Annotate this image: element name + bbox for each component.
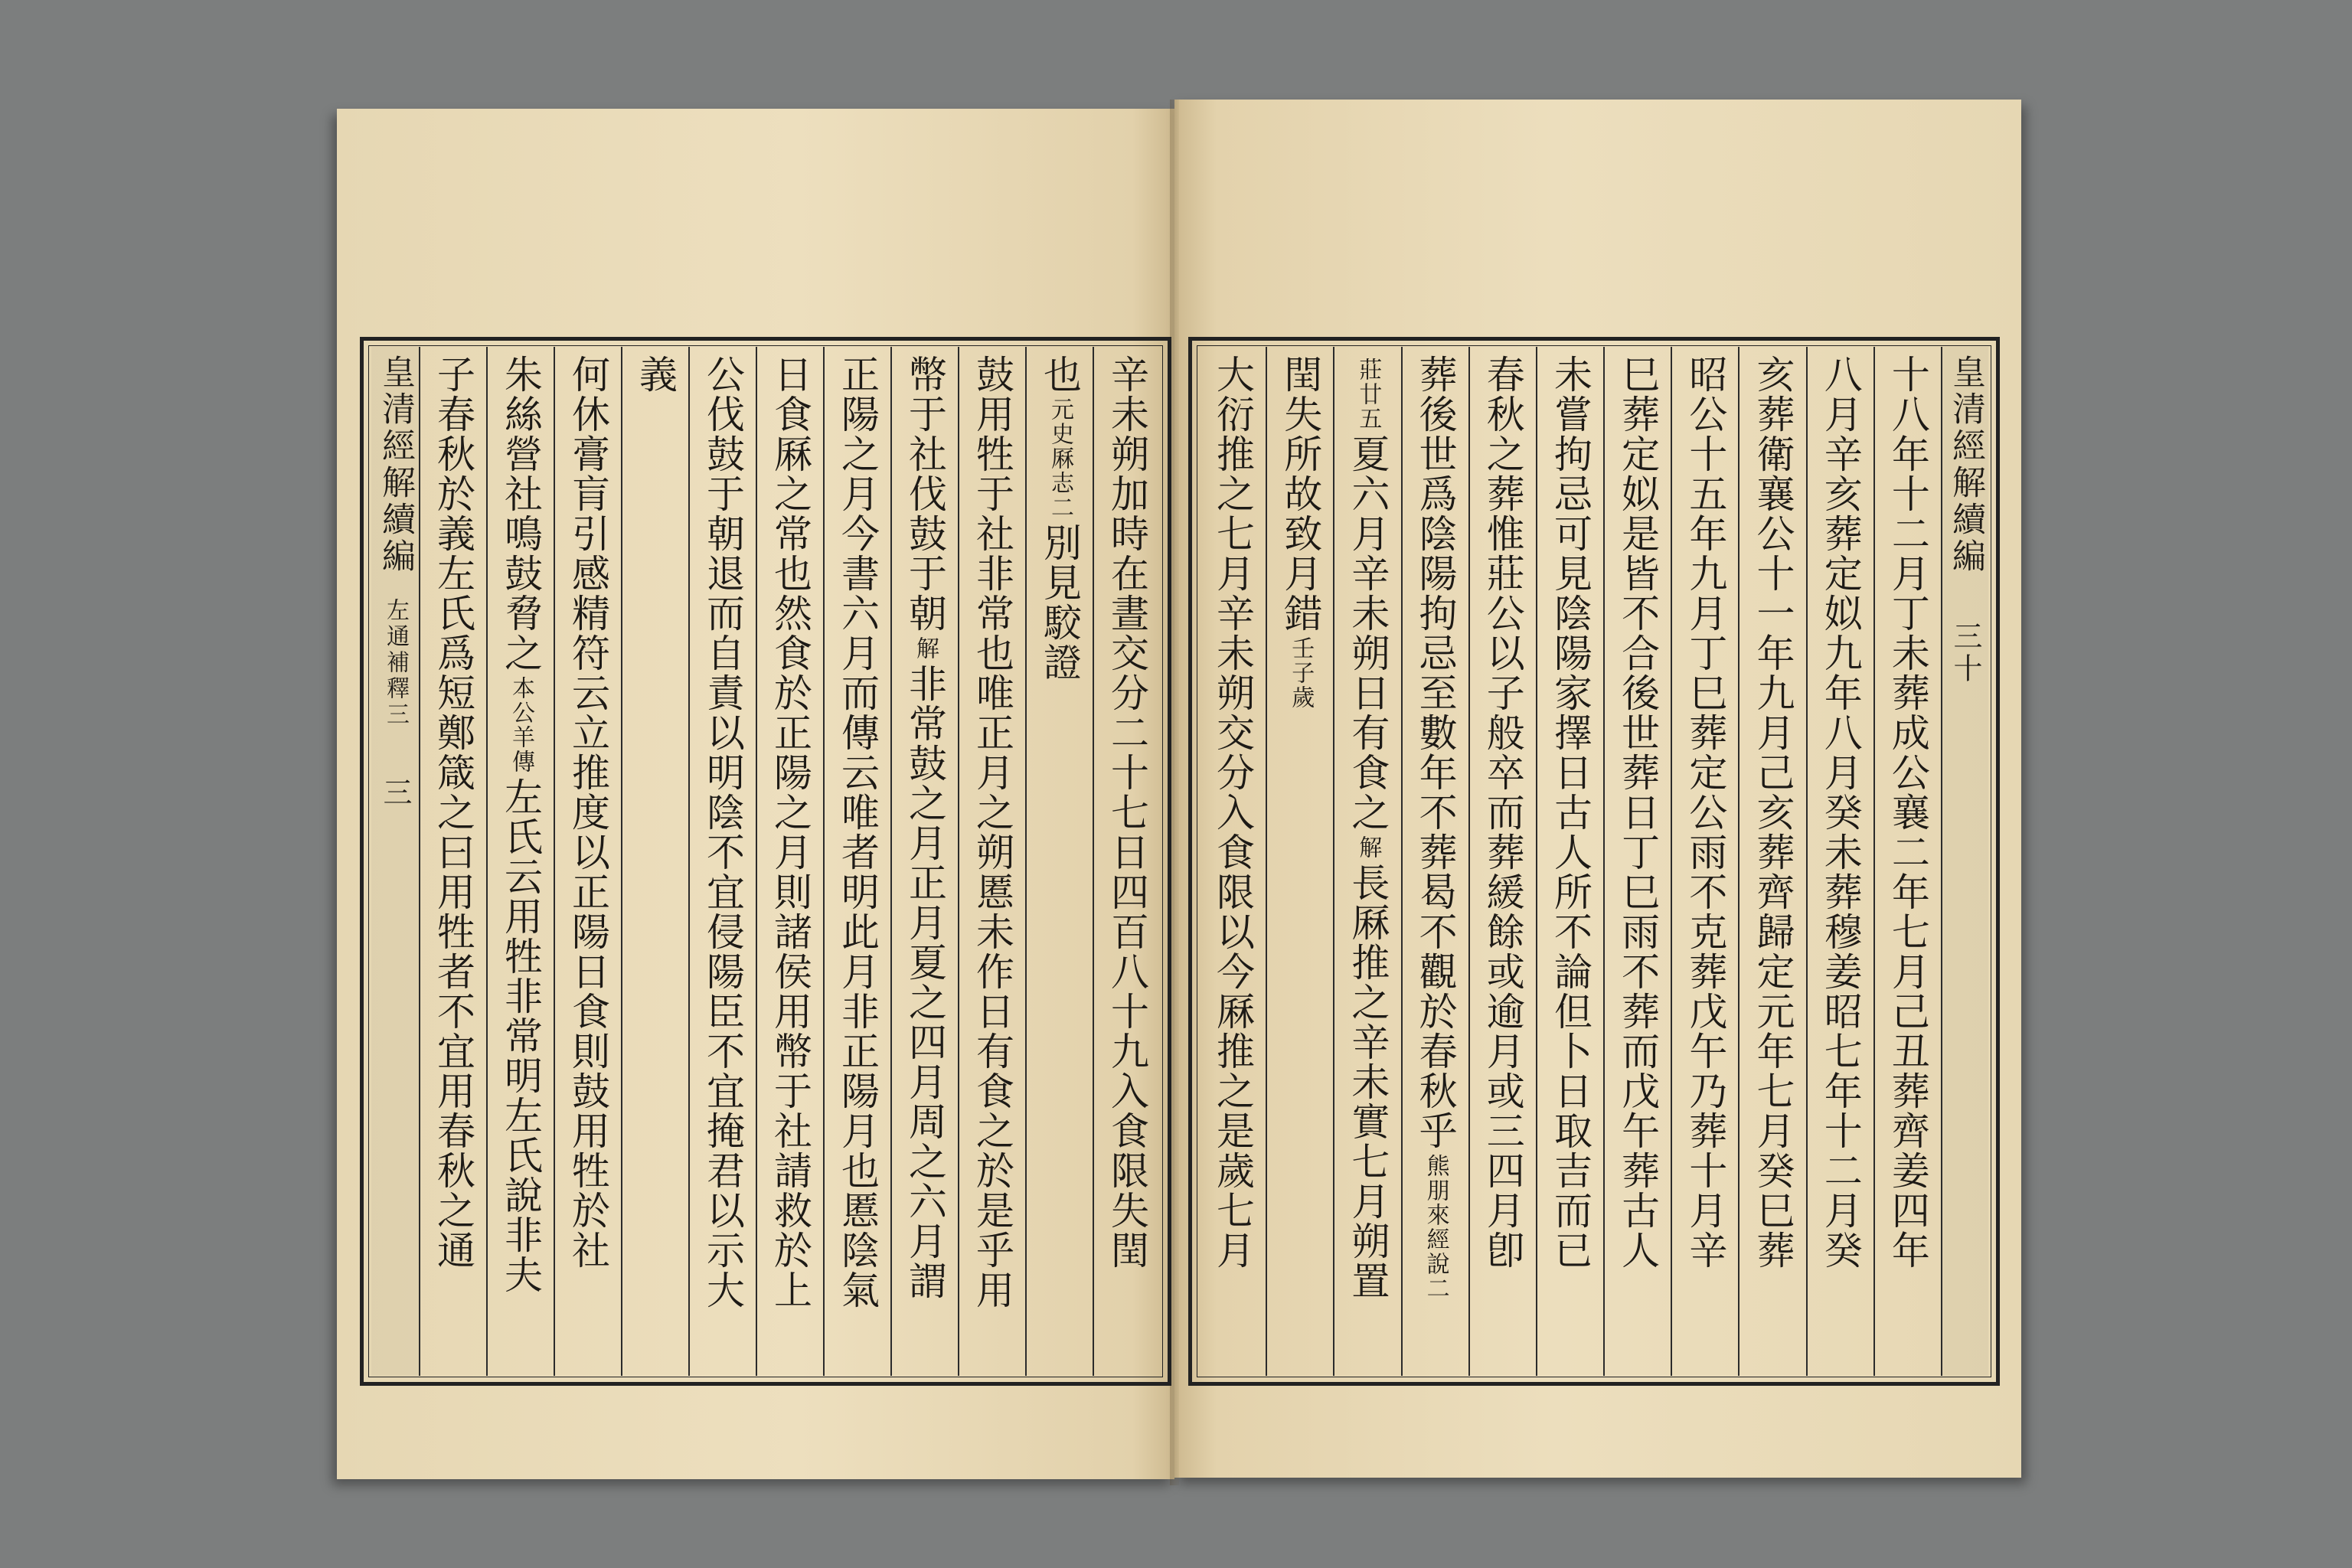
book-spread — [337, 100, 2021, 1493]
right-spine-column — [1941, 347, 1988, 1376]
column-text: 大衍推之七月辛未朔交分入食限以今厤推之是歲七月 — [1210, 354, 1256, 1270]
interlinear-note: 莊廿五 — [1354, 358, 1382, 431]
text-column — [419, 347, 486, 1376]
spine-section: 左通補釋三 — [382, 598, 409, 728]
interlinear-note: 元史厤志二 — [1047, 397, 1073, 520]
text-column — [756, 347, 823, 1376]
text-column — [1401, 347, 1468, 1376]
column-text: 閏失所故致月錯 — [1278, 354, 1323, 633]
spine-page-number: 三 — [378, 777, 412, 809]
right-columns — [1200, 347, 1988, 1376]
interlinear-note: 熊朋來經說二 — [1422, 1154, 1449, 1301]
interlinear-note: 本公羊傳 — [508, 676, 534, 774]
text-column — [486, 347, 554, 1376]
column-text: 正陽之月今書六月而傳云唯者明此月非正陽月也慝陰氣 — [835, 354, 880, 1310]
column-text: 義 — [633, 354, 678, 394]
column-text: 幣于社伐鼓于朝 — [903, 354, 947, 633]
column-text: 葬後世爲陰陽拘忌至數年不葬曷不觀於春秋乎 — [1413, 354, 1458, 1151]
left-columns — [371, 347, 1160, 1376]
column-text: 非常鼓之月正月夏之四月周之六月謂 — [903, 664, 947, 1301]
column-text: 未嘗拘忌可見陰陽家擇日古人所不論但卜日取吉而已 — [1547, 354, 1592, 1270]
column-text: 何休膏肓引感精符云立推度以正陽日食則鼓用牲於社 — [566, 354, 610, 1270]
column-text: 別見駮證 — [1037, 523, 1082, 682]
text-column — [1536, 347, 1603, 1376]
column-text: 朱絲營社鳴鼓脅之 — [498, 354, 543, 673]
text-column — [1093, 347, 1160, 1376]
text-column — [890, 347, 958, 1376]
text-column — [1025, 347, 1093, 1376]
spine-title: 皇清經解續編 — [1946, 354, 1985, 575]
column-text: 春秋之葬惟莊公以子般卒而葬緩餘或逾月或三四月卽 — [1480, 354, 1525, 1270]
spine-page-number: 三十 — [1949, 621, 1982, 685]
column-text: 十八年十二月丁未葬成公襄二年七月己丑葬齊姜四年 — [1885, 354, 1930, 1270]
column-text: 亥葬衛襄公十一年九月己亥葬齊歸定元年七月癸巳葬 — [1750, 354, 1795, 1270]
spine-title: 皇清經解續編 — [376, 354, 415, 575]
left-spine-column — [371, 347, 419, 1376]
text-column — [621, 347, 688, 1376]
right-text-frame — [1188, 337, 2000, 1386]
text-column — [1333, 347, 1400, 1376]
text-column — [1603, 347, 1671, 1376]
interlinear-note: 解 — [1354, 835, 1382, 860]
column-text: 子春秋於義左氏爲短鄭箴之曰用牲者不宜用春秋之通 — [431, 354, 475, 1270]
column-text: 日食厤之常也然食於正陽之月則諸侯用幣于社請救於上 — [768, 354, 812, 1310]
column-text: 鼓用牲于社非常也唯正月之朔慝未作日有食之於是乎用 — [970, 354, 1014, 1310]
column-text: 夏六月辛未朔日有食之 — [1345, 434, 1390, 832]
text-column — [688, 347, 756, 1376]
text-column — [1266, 347, 1333, 1376]
text-column — [1806, 347, 1873, 1376]
column-text: 巳葬定姒是皆不合後世葬日丁巳雨不葬而戊午葬古人 — [1615, 354, 1661, 1270]
left-text-frame — [360, 337, 1171, 1386]
interlinear-note: 壬子歲 — [1287, 636, 1315, 710]
column-text: 公伐鼓于朝退而自責以明陰不宜侵陽臣不宜掩君以示大 — [701, 354, 745, 1310]
text-column — [1873, 347, 1941, 1376]
text-column — [958, 347, 1025, 1376]
column-text: 昭公十五年九月丁巳葬定公雨不克葬戊午乃葬十月辛 — [1683, 354, 1728, 1270]
text-column — [1738, 347, 1805, 1376]
column-text: 長厤推之辛未實七月朔置 — [1345, 863, 1390, 1301]
text-column — [554, 347, 621, 1376]
text-column — [823, 347, 890, 1376]
column-text: 八月辛亥葬定姒九年八月癸未葬穆姜昭七年十二月癸 — [1818, 354, 1863, 1270]
column-text: 左氏云用牲非常明左氏說非夫 — [498, 777, 543, 1295]
text-column — [1200, 347, 1266, 1376]
column-text: 辛未朔加時在晝交分二十七日四百八十九入食限失閏 — [1105, 354, 1149, 1270]
column-text: 也 — [1037, 354, 1082, 394]
interlinear-note: 解 — [912, 636, 939, 661]
text-column — [1671, 347, 1738, 1376]
text-column — [1468, 347, 1536, 1376]
